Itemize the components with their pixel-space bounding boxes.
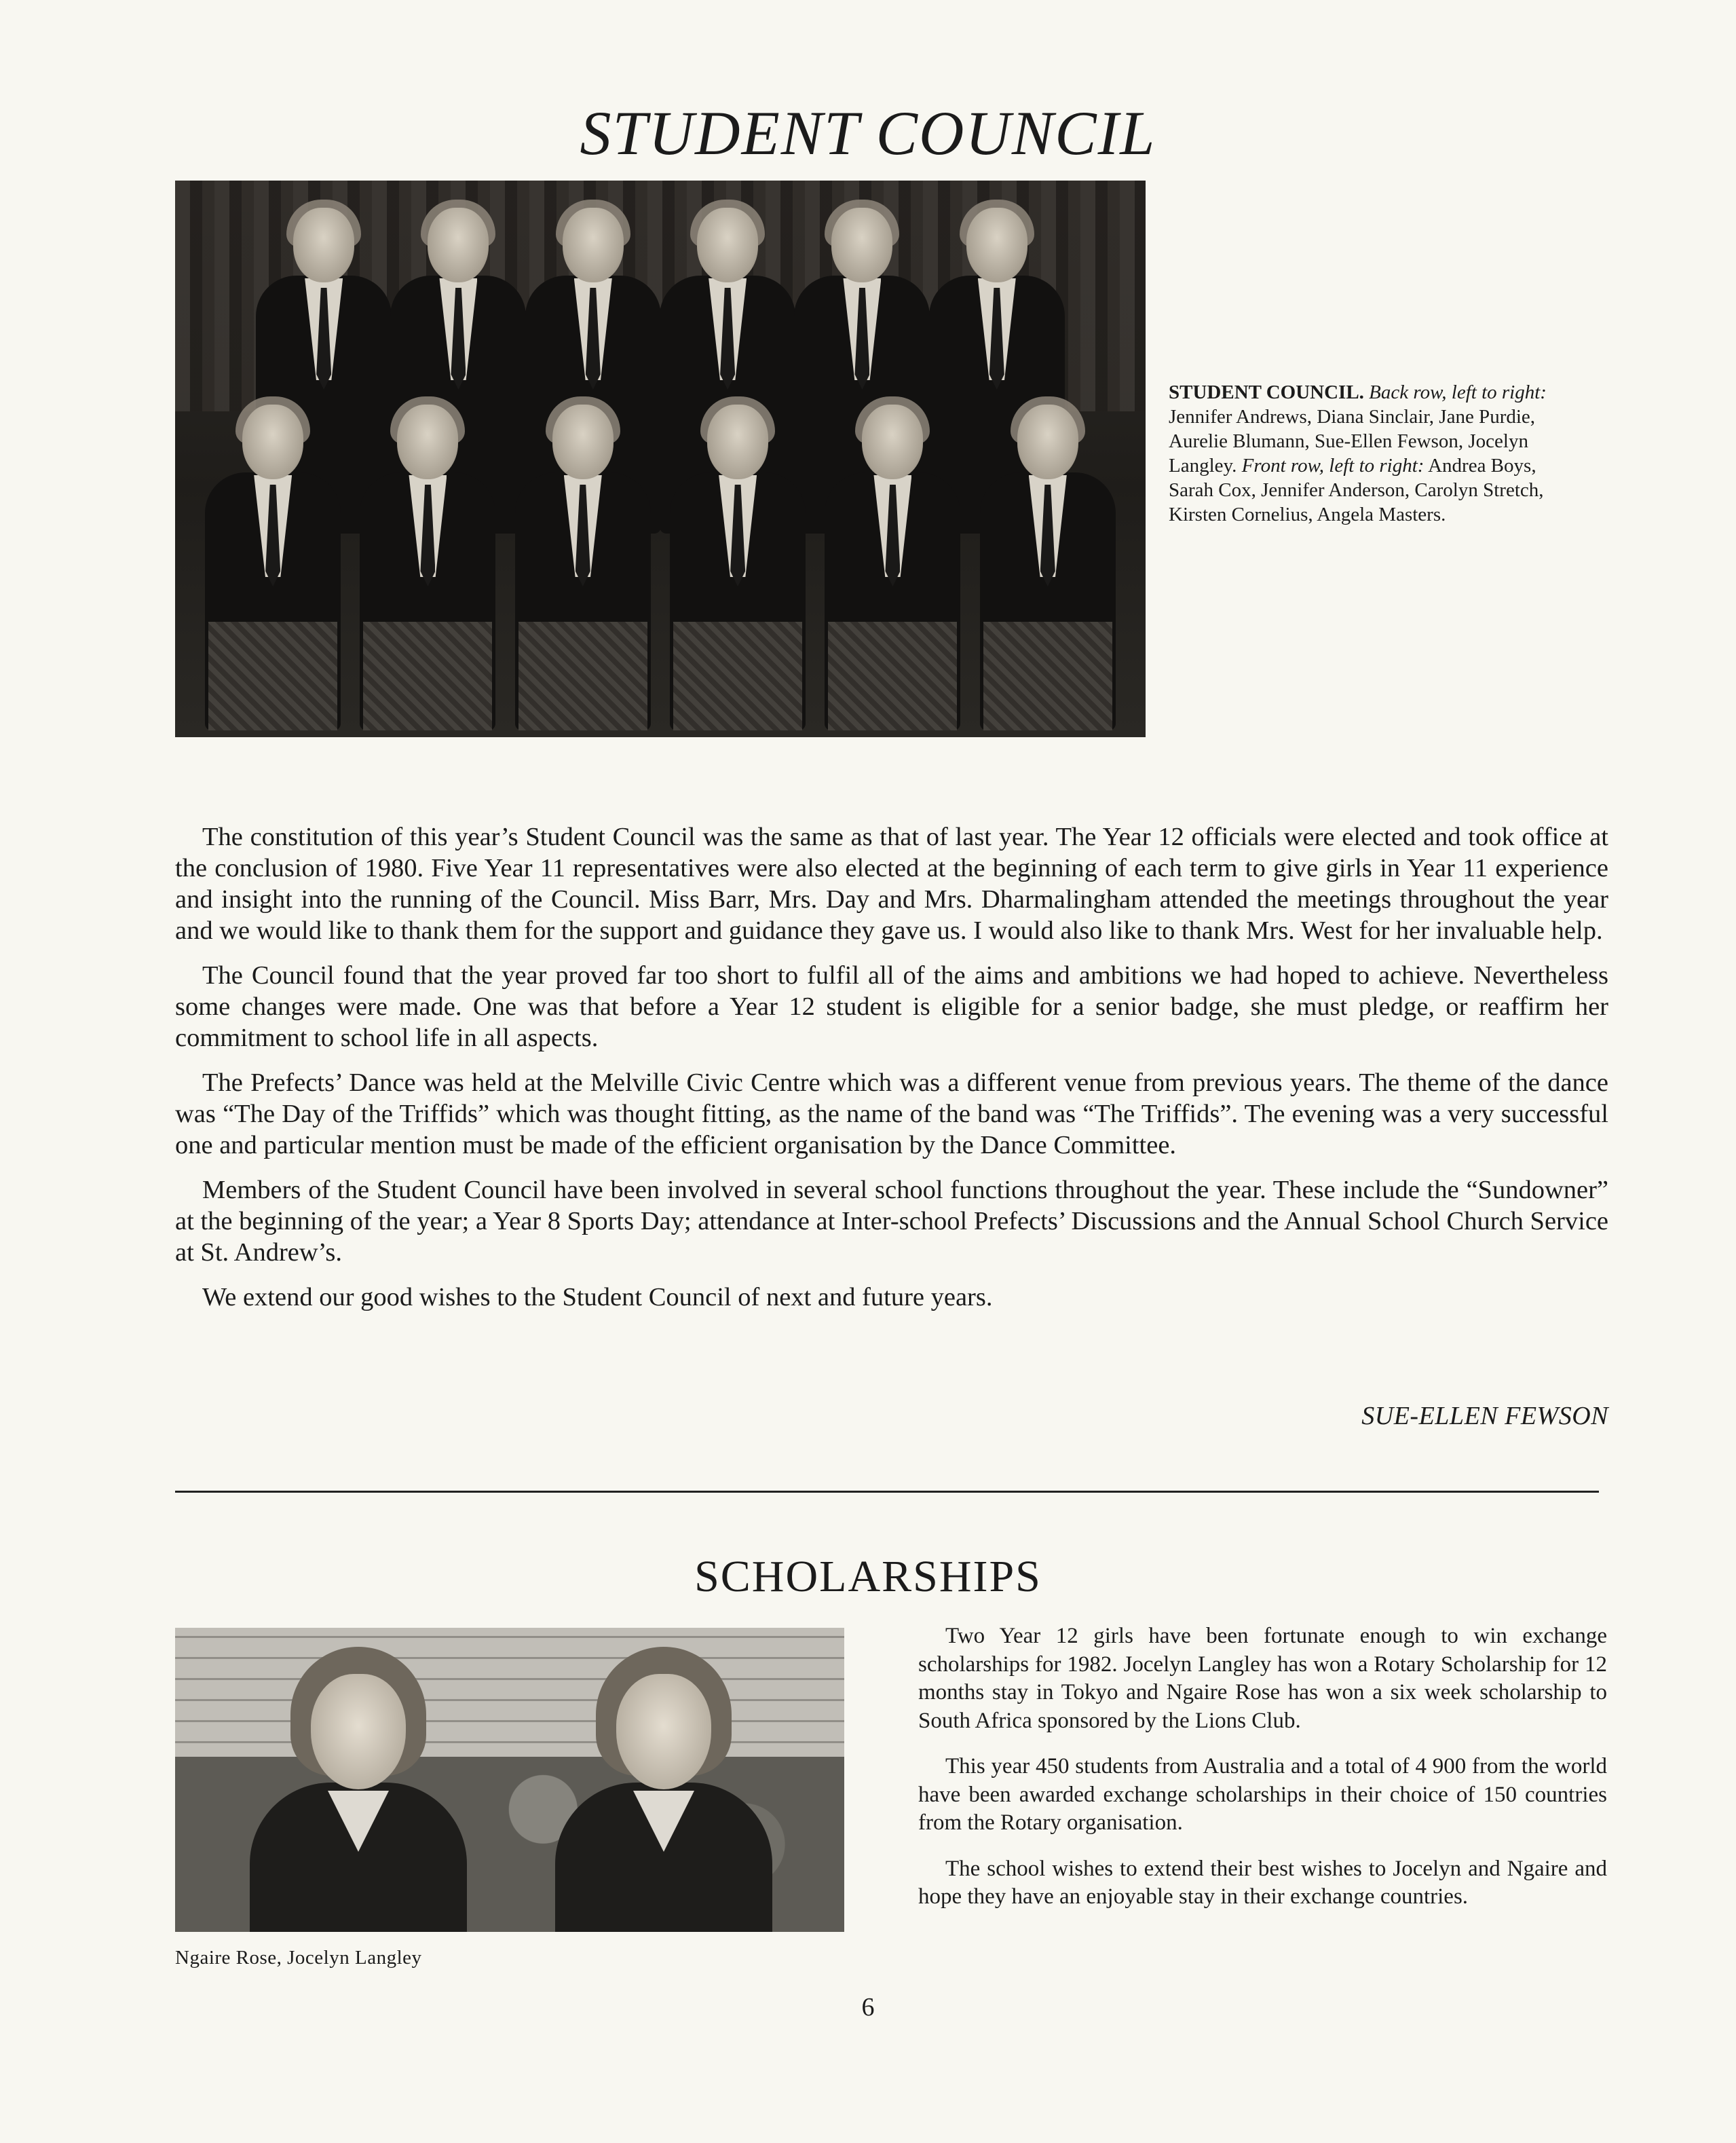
article-paragraph: The constitution of this year’s Student Council was the same as that of last year. The Year 12 officials were elected and took office at the conclusion of 1980. Five Year 11 representatives were also elected at the beginning of each term to give girls in Year 11 experience and insight into the running of the Council. Miss Barr, Mrs. Day and Mrs. Dharmalingham attended the meetings throughout the year and we would like to thank them for the support and guidance they gave us. I would also like to thank Mrs. West for her invaluable help. — [175, 823, 1608, 945]
article-paragraph: The Prefects’ Dance was held at the Melville Civic Centre which was a different venue from previous years. The theme of the dance was “The Day of the Triffids” which was thought fitting, as the name of the band was “The Triffids”. The evening was a very successful one and particular mention must be made of the efficient organisation by the Dance Committee. — [175, 1068, 1608, 1159]
article-paragraph: The school wishes to extend their best wishes to Jocelyn and Ngaire and hope they have an enjoyable stay in their exchange countries. — [918, 1856, 1607, 1909]
scholarships-article — [918, 1622, 1607, 1929]
front-row — [175, 405, 1146, 730]
article-paragraph: This year 450 students from Australia and a total of 4 900 from the world have been awarded exchange scholarships in their choice of 150 countries from the Rotary organisation. — [918, 1754, 1607, 1835]
student-figure — [673, 405, 802, 730]
student-figure — [363, 405, 492, 730]
caption-back-row-names: Jennifer Andrews, Diana Sinclair, Jane Purdie, Aurelie Blumann, Sue-Ellen Fewson, Jocelyn Langley. — [1169, 406, 1536, 477]
student-figure — [518, 405, 647, 730]
caption-front-row-names: Andrea Boys, Sarah Cox, Jennifer Anderson, Carolyn Stretch, Kirsten Cornelius, Angela Masters. — [1169, 455, 1544, 525]
student-council-heading: STUDENT COUNCIL — [580, 98, 1156, 168]
recipient-figure — [555, 1633, 772, 1932]
article-paragraph: The Council found that the year proved far too short to fulfil all of the aims and ambitions we had hoped to achieve. Nevertheless some changes were made. One was that before a Year 12 student is eligible for a senior badge, she must pledge, or reaffirm her commitment to school life in all aspects. — [175, 961, 1608, 1052]
student-council-article — [175, 821, 1608, 1326]
group-photo-caption — [1169, 380, 1569, 527]
student-figure — [208, 405, 337, 730]
scholarship-photo-caption: Ngaire Rose, Jocelyn Langley — [175, 1947, 422, 1969]
scholarships-heading: SCHOLARSHIPS — [694, 1552, 1042, 1601]
caption-back-row-label: Back row, left to right: — [1369, 381, 1547, 403]
student-council-group-photo — [175, 181, 1146, 737]
article-paragraph: Two Year 12 girls have been fortunate enough to win exchange scholarships for 1982. Jocelyn Langley has won a Rotary Scholarship for 12 months stay in Tokyo and Ngaire Rose has won a six week scholarship to South Africa sponsored by the Lions Club. — [918, 1624, 1607, 1733]
caption-heading: STUDENT COUNCIL. — [1169, 381, 1364, 403]
author-signature: SUE-ELLEN FEWSON — [1361, 1402, 1608, 1430]
scholarship-recipients-photo — [175, 1628, 844, 1932]
student-figure — [983, 405, 1112, 730]
caption-front-row-label: Front row, left to right: — [1241, 455, 1424, 477]
article-paragraph: Members of the Student Council have been involved in several school functions throughout the year. These include the “Sundowner” at the beginning of the year; a Year 8 Sports Day; attendance at Inter-school Prefects’ Discussions and the Annual School Church Service at St. Andrew’s. — [175, 1176, 1608, 1267]
page-number: 6 — [861, 1993, 875, 2021]
section-divider — [175, 1491, 1599, 1493]
student-figure — [828, 405, 957, 730]
recipient-figure — [250, 1633, 467, 1932]
article-paragraph: We extend our good wishes to the Student Council of next and future years. — [202, 1283, 993, 1311]
